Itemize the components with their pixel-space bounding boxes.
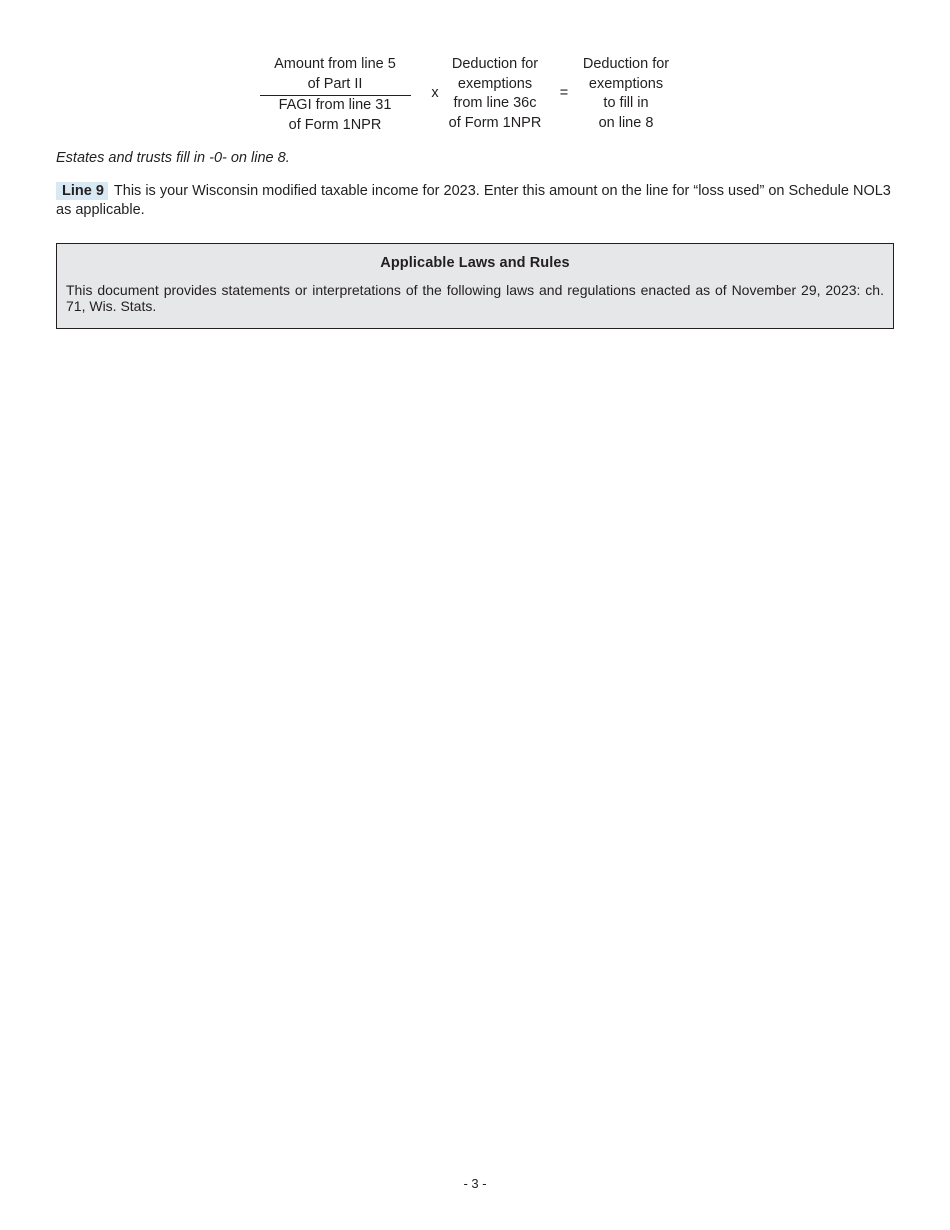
middle-line-4: of Form 1NPR [448,114,542,131]
equals-sign: = [559,85,569,101]
middle-line-3: from line 36c [453,95,537,111]
numerator-line-1: Amount from line 5 [274,56,396,72]
fraction-denominator [255,96,415,135]
denominator-line-2: of Form 1NPR [288,116,382,133]
line-9-tag: Line 9 [56,182,108,200]
applicable-laws-title: Applicable Laws and Rules [380,255,570,271]
applicable-laws-text: This document provides statements or interpretations of the following laws and regulations enacted as of November 29, 2023: ch. 71, Wis. Stats. [66,282,884,314]
formula-result [566,55,686,133]
fraction-numerator [255,55,415,95]
exemption-deduction-term [435,55,555,133]
multiply-sign: x [431,85,439,101]
line-9-text: This is your Wisconsin modified taxable income for 2023. Enter this amount on the line for “loss used” on Schedule NOL3 as applicable. [56,183,891,218]
line-9-instruction [56,182,896,219]
result-line-2: exemptions [588,75,664,92]
middle-line-1: Deduction for [451,56,539,72]
numerator-line-2: of Part II [307,75,363,92]
result-line-1: Deduction for [582,56,670,72]
fraction [255,55,415,135]
denominator-line-1: FAGI from line 31 [278,97,392,113]
page-number: - 3 - [463,1176,487,1191]
middle-line-2: exemptions [457,75,533,92]
estates-trusts-note: Estates and trusts fill in -0- on line 8. [56,150,290,166]
result-line-3: to fill in [603,95,649,111]
applicable-laws-box [56,243,894,329]
result-line-4: on line 8 [598,114,654,131]
